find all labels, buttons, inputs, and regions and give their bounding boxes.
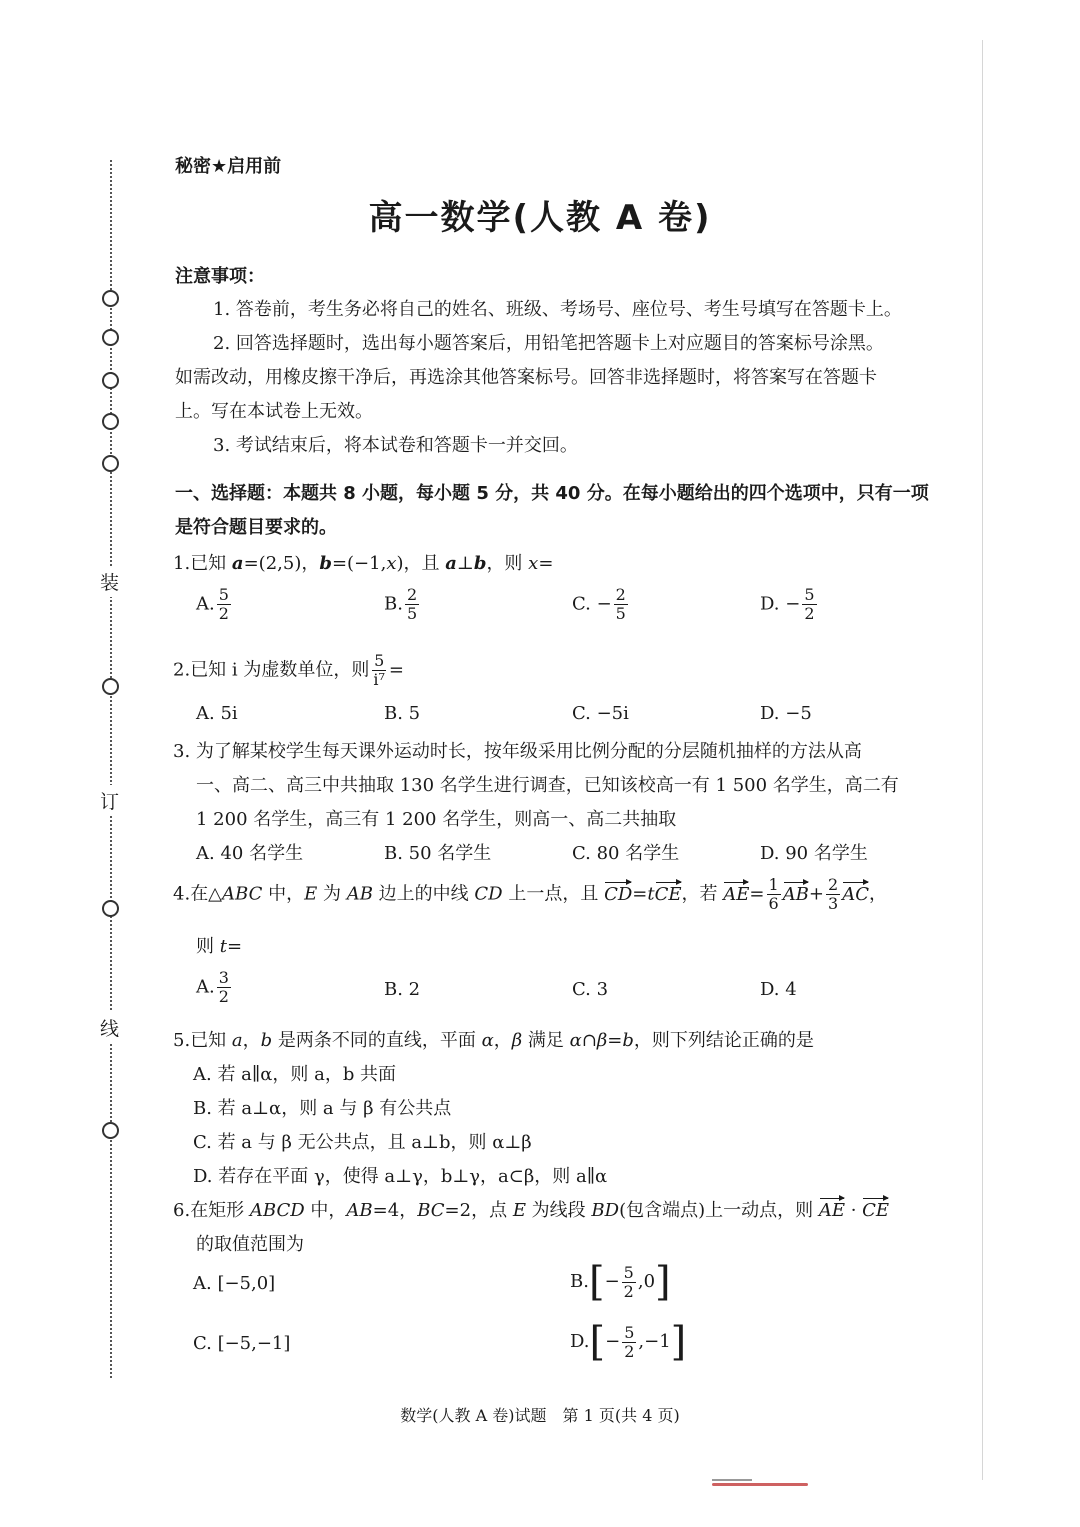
binding-label-xian: 线 bbox=[100, 1012, 119, 1043]
section-1-heading-line-2: 是符合题目要求的。 bbox=[175, 517, 337, 538]
binding-hole bbox=[102, 678, 119, 695]
notice-item-2-line-1: 2. 回答选择题时，选出每小题答案后，用铅笔把答题卡上对应题目的答案标号涂黑。 bbox=[213, 333, 884, 354]
binding-hole bbox=[102, 329, 119, 346]
question-3-option-d: D. 90 名学生 bbox=[760, 843, 868, 864]
question-6-option-a: A. [−5,0] bbox=[193, 1273, 276, 1294]
question-2-option-d: D. −5 bbox=[760, 703, 812, 724]
exam-title: 高一数学(人教 A 卷) bbox=[368, 198, 712, 238]
scan-edge-line bbox=[982, 40, 983, 1480]
question-5-option-d: D. 若存在平面 γ，使得 a⊥γ，b⊥γ，a⊂β，则 a∥α bbox=[193, 1166, 608, 1187]
binding-hole bbox=[102, 290, 119, 307]
binding-label-zhuang: 装 bbox=[100, 566, 119, 597]
notice-heading: 注意事项： bbox=[175, 266, 265, 287]
question-2-option-c: C. −5i bbox=[572, 703, 629, 724]
question-4-option-a: A. $\frac{3}{2}$ bbox=[196, 968, 229, 1006]
red-ink-mark bbox=[712, 1483, 808, 1486]
notice-item-2-line-2: 如需改动，用橡皮擦干净后，再选涂其他答案标号。回答非选择题时，将答案写在答题卡 bbox=[175, 367, 877, 388]
binding-hole bbox=[102, 1122, 119, 1139]
question-2-option-a: A. 5i bbox=[196, 703, 238, 724]
question-5-option-b: B. 若 a⊥α，则 a 与 β 有公共点 bbox=[193, 1098, 452, 1119]
notice-item-2-line-3: 上。写在本试卷上无效。 bbox=[175, 401, 373, 422]
question-5-stem: 5.已知 a，b 是两条不同的直线，平面 α，β 满足 α∩β=b，则下列结论正确的是 bbox=[173, 1030, 814, 1051]
question-4-line-2: 则 t= bbox=[196, 936, 243, 957]
question-4-option-c: C. 3 bbox=[572, 979, 609, 1000]
binding-hole bbox=[102, 455, 119, 472]
scan-smudge bbox=[712, 1479, 752, 1481]
question-6-line-2: 的取值范围为 bbox=[196, 1234, 304, 1255]
question-1-option-b: B. $\frac{2}{5}$ bbox=[384, 585, 418, 623]
question-1-option-d: D. − $\frac{5}{2}$ bbox=[760, 585, 815, 623]
question-6-option-b: B.[− $\frac{5}{2}$ ,0] bbox=[570, 1259, 671, 1305]
question-5-option-a: A. 若 a∥α，则 a，b 共面 bbox=[193, 1064, 397, 1085]
question-3-option-c: C. 80 名学生 bbox=[572, 843, 680, 864]
question-1-stem: 1.已知 a=(2,5)，b=(−1,x)，且 a⊥b，则 x= bbox=[173, 553, 554, 574]
question-2-option-b: B. 5 bbox=[384, 703, 421, 724]
question-4-stem: 4.在△ABC 中，E 为 AB 边上的中线 CD 上一点，且 CD=tCE，若 AE= $\frac{1}{6}$ AB+ $\frac{2}{3}$ AC， bbox=[173, 875, 887, 913]
question-6-option-d: D.[− $\frac{5}{2}$ ,−1] bbox=[570, 1319, 687, 1365]
question-4-option-b: B. 2 bbox=[384, 979, 421, 1000]
question-1-option-c: C. − $\frac{2}{5}$ bbox=[572, 585, 626, 623]
binding-label-ding: 订 bbox=[100, 785, 119, 816]
binding-hole bbox=[102, 413, 119, 430]
question-3-line-2: 一、高二、高三中共抽取 130 名学生进行调查，已知该校高一有 1 500 名学生，高二有 bbox=[196, 775, 899, 796]
question-3-option-b: B. 50 名学生 bbox=[384, 843, 492, 864]
binding-hole bbox=[102, 900, 119, 917]
section-1-heading-line-1: 一、选择题：本题共 8 小题，每小题 5 分，共 40 分。在每小题给出的四个选项中，只有一项 bbox=[175, 483, 929, 504]
question-1-option-a: A. $\frac{5}{2}$ bbox=[196, 585, 229, 623]
question-3-option-a: A. 40 名学生 bbox=[196, 843, 304, 864]
question-3-line-1: 3. 为了解某校学生每天课外运动时长，按年级采用比例分配的分层随机抽样的方法从高 bbox=[173, 741, 862, 762]
notice-item-1: 1. 答卷前，考生务必将自己的姓名、班级、考场号、座位号、考生号填写在答题卡上。 bbox=[213, 299, 902, 320]
question-5-option-c: C. 若 a 与 β 无公共点，且 a⊥b，则 α⊥β bbox=[193, 1132, 532, 1153]
page-footer: 数学(人教 A 卷)试题 第 1 页(共 4 页) bbox=[400, 1406, 680, 1425]
notice-item-3: 3. 考试结束后，将本试卷和答题卡一并交回。 bbox=[213, 435, 578, 456]
question-2-stem: 2.已知 i 为虚数单位，则 $\frac{5}{\text{i⁷}}$ = bbox=[173, 651, 405, 689]
question-4-option-d: D. 4 bbox=[760, 979, 797, 1000]
question-6-option-c: C. [−5,−1] bbox=[193, 1333, 291, 1354]
question-3-line-3: 1 200 名学生，高三有 1 200 名学生，则高一、高二共抽取 bbox=[196, 809, 677, 830]
confidential-mark: 秘密★启用前 bbox=[175, 156, 282, 177]
question-6-stem: 6.在矩形 ABCD 中，AB=4，BC=2，点 E 为线段 BD(包含端点)上一动点，则 AE · CE bbox=[173, 1200, 890, 1221]
binding-hole bbox=[102, 372, 119, 389]
